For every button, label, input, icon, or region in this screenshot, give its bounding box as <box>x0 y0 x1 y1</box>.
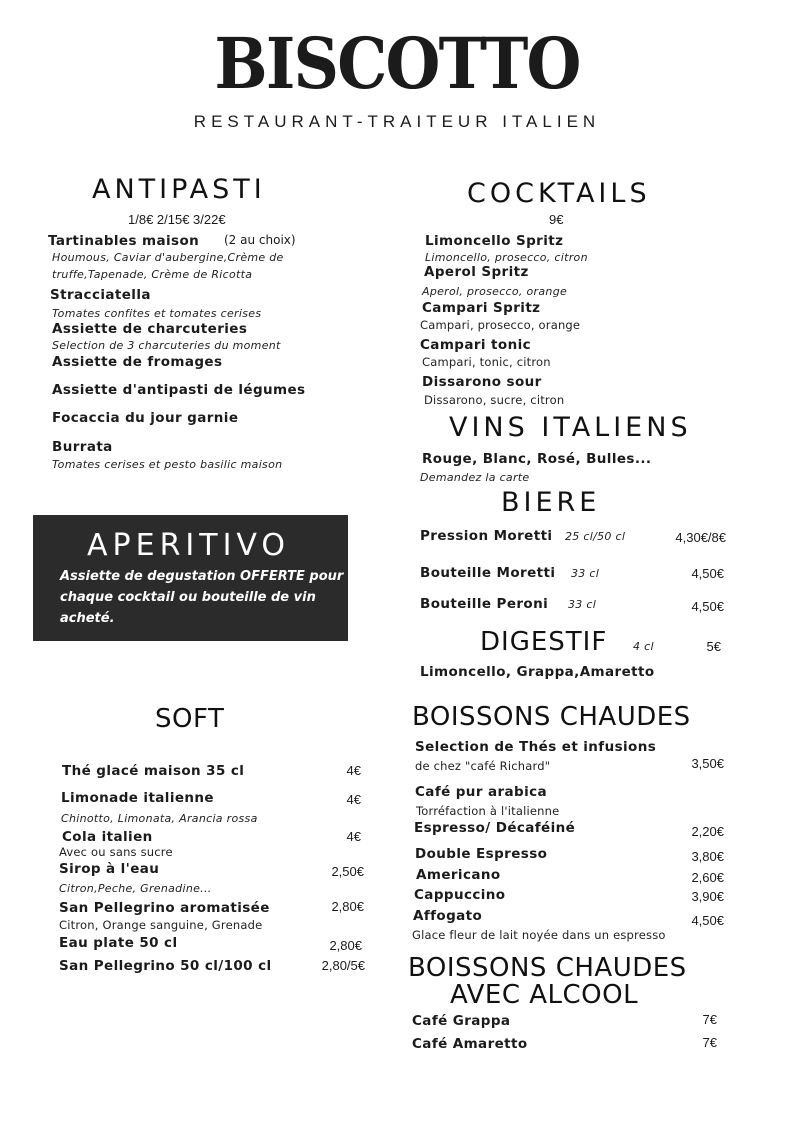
chaudes-name: Americano <box>416 867 501 883</box>
antipasti-prices: 1/8€ 2/15€ 3/22€ <box>128 212 226 227</box>
biere-price: 4,30€/8€ <box>675 530 726 545</box>
chaudes-price: 3,90€ <box>691 889 724 904</box>
biere-size: 25 cl/50 cl <box>565 530 626 543</box>
soft-name: Sirop à l'eau <box>59 861 160 877</box>
biere-price: 4,50€ <box>691 599 724 614</box>
restaurant-subtitle: RESTAURANT-TRAITEUR ITALIEN <box>193 112 601 131</box>
soft-title: SOFT <box>155 704 225 734</box>
chaudes-name: Cappuccino <box>414 887 506 903</box>
biere-size: 33 cl <box>568 598 597 611</box>
aperitivo-text: Assiette de degustation OFFERTE pour chaque cocktail ou bouteille de vin acheté. <box>60 569 344 626</box>
restaurant-name: BISCOTTO <box>214 22 580 105</box>
antipasti-item-note: (2 au choix) <box>224 233 296 247</box>
cocktail-name: Aperol Spritz <box>424 264 529 280</box>
antipasti-item-desc: Houmous, Caviar d'aubergine,Crème de <box>52 251 284 264</box>
soft-name: Thé glacé maison 35 cl <box>62 763 245 779</box>
cocktail-name: Limoncello Spritz <box>425 233 564 249</box>
chaudes-alcool-title: BOISSONS CHAUDES <box>408 953 687 983</box>
chaudes-desc: Torréfaction à l'italienne <box>416 804 560 818</box>
chaudes-name: Café pur arabica <box>415 784 548 800</box>
soft-price: 2,80/5€ <box>321 958 365 973</box>
cocktail-name: Campari Spritz <box>422 300 541 316</box>
soft-price: 2,80€ <box>329 938 362 953</box>
soft-name: San Pellegrino 50 cl/100 cl <box>59 958 272 974</box>
cocktail-desc: Campari, tonic, citron <box>422 355 551 369</box>
soft-price: 2,80€ <box>331 899 364 914</box>
chaudes-price: 4,50€ <box>691 913 724 928</box>
chaudes-price: 2,20€ <box>691 824 724 839</box>
chaudes-name: Selection de Thés et infusions <box>415 739 657 755</box>
soft-desc: Citron, Orange sanguine, Grenade <box>59 918 263 932</box>
soft-price: 4€ <box>346 792 361 807</box>
soft-price: 4€ <box>346 763 361 778</box>
biere-price: 4,50€ <box>691 566 724 581</box>
antipasti-item-desc: truffe,Tapenade, Crème de Ricotta <box>52 268 253 281</box>
biere-name: Pression Moretti <box>420 528 553 544</box>
cocktail-desc: Campari, prosecco, orange <box>420 318 581 332</box>
soft-desc: Citron,Peche, Grenadine... <box>59 882 212 895</box>
chaudes-desc: Glace fleur de lait noyée dans un espresso <box>412 928 666 942</box>
antipasti-item-name: Assiette de charcuteries <box>52 321 248 337</box>
antipasti-item-name: Stracciatella <box>50 287 151 303</box>
biere-size: 33 cl <box>571 567 600 580</box>
chaudes-name: Espresso/ Décaféiné <box>414 820 576 836</box>
biere-name: Bouteille Moretti <box>420 565 556 581</box>
antipasti-item-desc: Tomates confites et tomates cerises <box>52 307 262 320</box>
digestif-title: DIGESTIF <box>480 627 608 657</box>
antipasti-item-name: Tartinables maison <box>48 233 200 249</box>
antipasti-item-name: Assiette d'antipasti de légumes <box>52 382 306 398</box>
soft-desc: Avec ou sans sucre <box>59 845 173 859</box>
cocktail-name: Campari tonic <box>420 337 532 353</box>
antipasti-item-name: Burrata <box>52 439 113 455</box>
cocktail-desc: Limoncello, prosecco, citron <box>425 251 588 264</box>
soft-price: 2,50€ <box>331 864 364 879</box>
chaudes-title: BOISSONS CHAUDES <box>412 702 691 732</box>
biere-title: BIERE <box>501 487 601 518</box>
digestif-price: 5€ <box>706 639 721 654</box>
antipasti-item-desc: Selection de 3 charcuteries du moment <box>52 339 281 352</box>
soft-price: 4€ <box>346 829 361 844</box>
cocktails-price: 9€ <box>549 212 564 227</box>
vins-name: Rouge, Blanc, Rosé, Bulles... <box>422 451 652 467</box>
soft-desc: Chinotto, Limonata, Arancia rossa <box>61 812 258 825</box>
vins-desc: Demandez la carte <box>420 471 530 484</box>
chaudes-alcool-name: Café Grappa <box>412 1013 511 1029</box>
chaudes-price: 3,50€ <box>691 756 724 771</box>
soft-name: San Pellegrino aromatisée <box>59 900 270 916</box>
cocktail-name: Dissarono sour <box>422 374 542 390</box>
chaudes-desc: de chez "café Richard" <box>415 759 551 773</box>
cocktail-desc: Dissarono, sucre, citron <box>424 393 565 407</box>
antipasti-item-name: Focaccia du jour garnie <box>52 410 239 426</box>
chaudes-alcool-price: 7€ <box>702 1035 717 1050</box>
chaudes-alcool-price: 7€ <box>702 1012 717 1027</box>
antipasti-item-desc: Tomates cerises et pesto basilic maison <box>52 458 283 471</box>
biere-name: Bouteille Peroni <box>420 596 549 612</box>
digestif-items: Limoncello, Grappa,Amaretto <box>420 664 655 680</box>
vins-title: VINS ITALIENS <box>449 412 692 443</box>
antipasti-item-name: Assiette de fromages <box>52 354 223 370</box>
soft-name: Cola italien <box>62 829 153 845</box>
aperitivo-title: APERITIVO <box>87 528 291 563</box>
chaudes-alcool-subtitle: AVEC ALCOOL <box>450 980 639 1010</box>
chaudes-price: 3,80€ <box>691 849 724 864</box>
soft-name: Limonade italienne <box>61 790 214 806</box>
chaudes-alcool-name: Café Amaretto <box>412 1036 528 1052</box>
chaudes-name: Double Espresso <box>415 846 548 862</box>
cocktails-title: COCKTAILS <box>467 178 651 209</box>
cocktail-desc: Aperol, prosecco, orange <box>422 285 568 298</box>
soft-name: Eau plate 50 cl <box>59 935 178 951</box>
chaudes-name: Affogato <box>413 908 483 924</box>
antipasti-title: ANTIPASTI <box>92 174 266 205</box>
chaudes-price: 2,60€ <box>691 870 724 885</box>
digestif-size: 4 cl <box>633 640 654 653</box>
